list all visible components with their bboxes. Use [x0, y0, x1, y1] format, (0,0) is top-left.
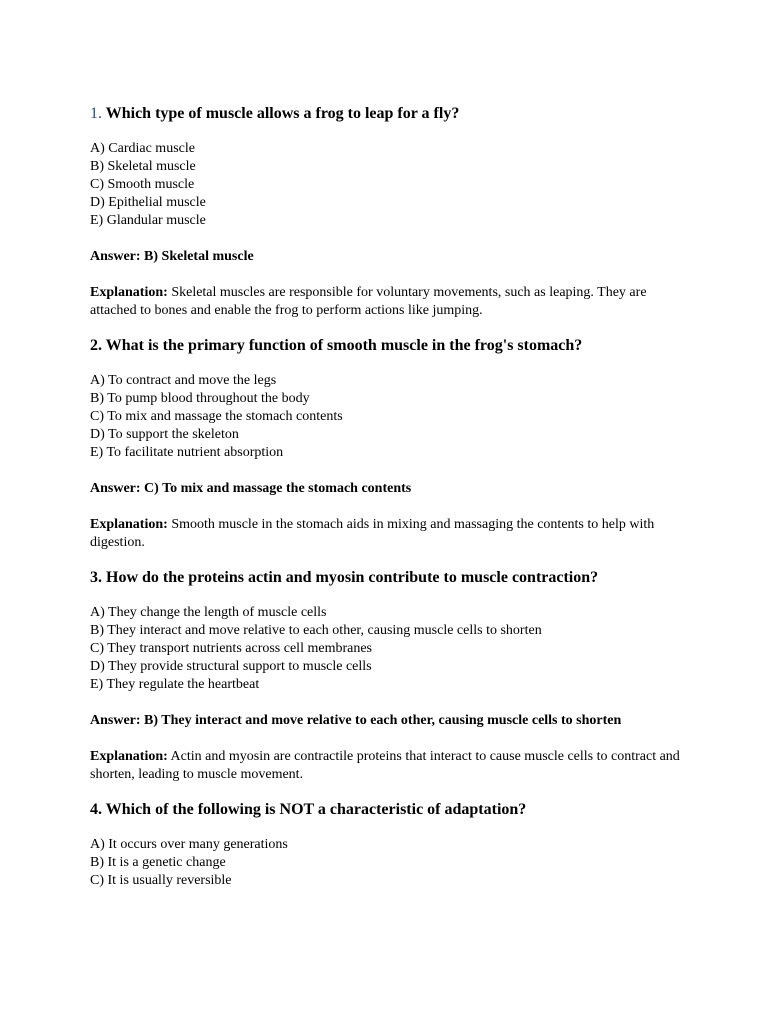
- question-3-explanation-label: Explanation:: [90, 749, 168, 764]
- question-2-option-a: A) To contract and move the legs: [90, 373, 277, 388]
- question-3-option-c: C) They transport nutrients across cell membranes: [90, 641, 372, 656]
- question-4-option-c: C) It is usually reversible: [90, 873, 232, 888]
- question-2-option-c: C) To mix and massage the stomach contents: [90, 409, 343, 424]
- question-1-explanation-text: Skeletal muscles are responsible for voluntary movements, such as leaping. They are attached to bones and enable the frog to perform actions like jumping.: [90, 285, 647, 318]
- question-3-option-e: E) They regulate the heartbeat: [90, 677, 260, 692]
- question-2-option-b: B) To pump blood throughout the body: [90, 391, 310, 406]
- question-4-options: [90, 836, 690, 890]
- question-1-option-c: C) Smooth muscle: [90, 177, 195, 192]
- question-3-option-a: A) They change the length of muscle cells: [90, 605, 327, 620]
- question-1-number: 1.: [90, 105, 102, 122]
- question-4-heading: [90, 800, 690, 820]
- question-3-option-d: D) They provide structural support to muscle cells: [90, 659, 372, 674]
- question-3-heading: [90, 568, 690, 588]
- question-block-2: [90, 336, 690, 552]
- question-2-explanation: [90, 516, 690, 552]
- question-2-answer: Answer: C) To mix and massage the stomach contents: [90, 481, 412, 496]
- question-3-text: How do the proteins actin and myosin contribute to muscle contraction?: [106, 569, 599, 586]
- question-3-option-b: B) They interact and move relative to each other, causing muscle cells to shorten: [90, 623, 542, 638]
- question-2-option-d: D) To support the skeleton: [90, 427, 239, 442]
- quiz-content: [90, 104, 690, 908]
- question-1-explanation-label: Explanation:: [90, 285, 168, 300]
- question-1-options: [90, 140, 690, 230]
- question-1-heading: [90, 104, 690, 124]
- question-block-4: [90, 800, 690, 890]
- question-1-explanation: [90, 284, 690, 320]
- question-block-1: [90, 104, 690, 320]
- question-1-answer: Answer: B) Skeletal muscle: [90, 249, 254, 264]
- question-2-text: What is the primary function of smooth muscle in the frog's stomach?: [105, 337, 583, 354]
- question-block-3: [90, 568, 690, 784]
- question-1-option-e: E) Glandular muscle: [90, 213, 206, 228]
- question-1-option-b: B) Skeletal muscle: [90, 159, 196, 174]
- question-1-option-d: D) Epithelial muscle: [90, 195, 206, 210]
- question-2-options: [90, 372, 690, 462]
- question-4-text: Which of the following is NOT a characteristic of adaptation?: [105, 801, 527, 818]
- question-2-explanation-label: Explanation:: [90, 517, 168, 532]
- question-2-explanation-text: Smooth muscle in the stomach aids in mixing and massaging the contents to help with digestion.: [90, 517, 655, 550]
- question-3-number: 3.: [90, 569, 102, 586]
- question-2-option-e: E) To facilitate nutrient absorption: [90, 445, 284, 460]
- question-2-heading: [90, 336, 690, 356]
- question-3-explanation: [90, 748, 690, 784]
- question-4-option-a: A) It occurs over many generations: [90, 837, 288, 852]
- question-3-explanation-text: Actin and myosin are contractile proteins that interact to cause muscle cells to contract and shorten, leading to muscle movement.: [90, 749, 680, 782]
- question-3-answer: Answer: B) They interact and move relative to each other, causing muscle cells to shorten: [90, 713, 622, 728]
- question-2-number: 2.: [90, 337, 102, 354]
- question-4-option-b: B) It is a genetic change: [90, 855, 226, 870]
- question-3-options: [90, 604, 690, 694]
- question-4-number: 4.: [90, 801, 102, 818]
- question-1-text: Which type of muscle allows a frog to leap for a fly?: [105, 105, 460, 122]
- question-1-option-a: A) Cardiac muscle: [90, 141, 195, 156]
